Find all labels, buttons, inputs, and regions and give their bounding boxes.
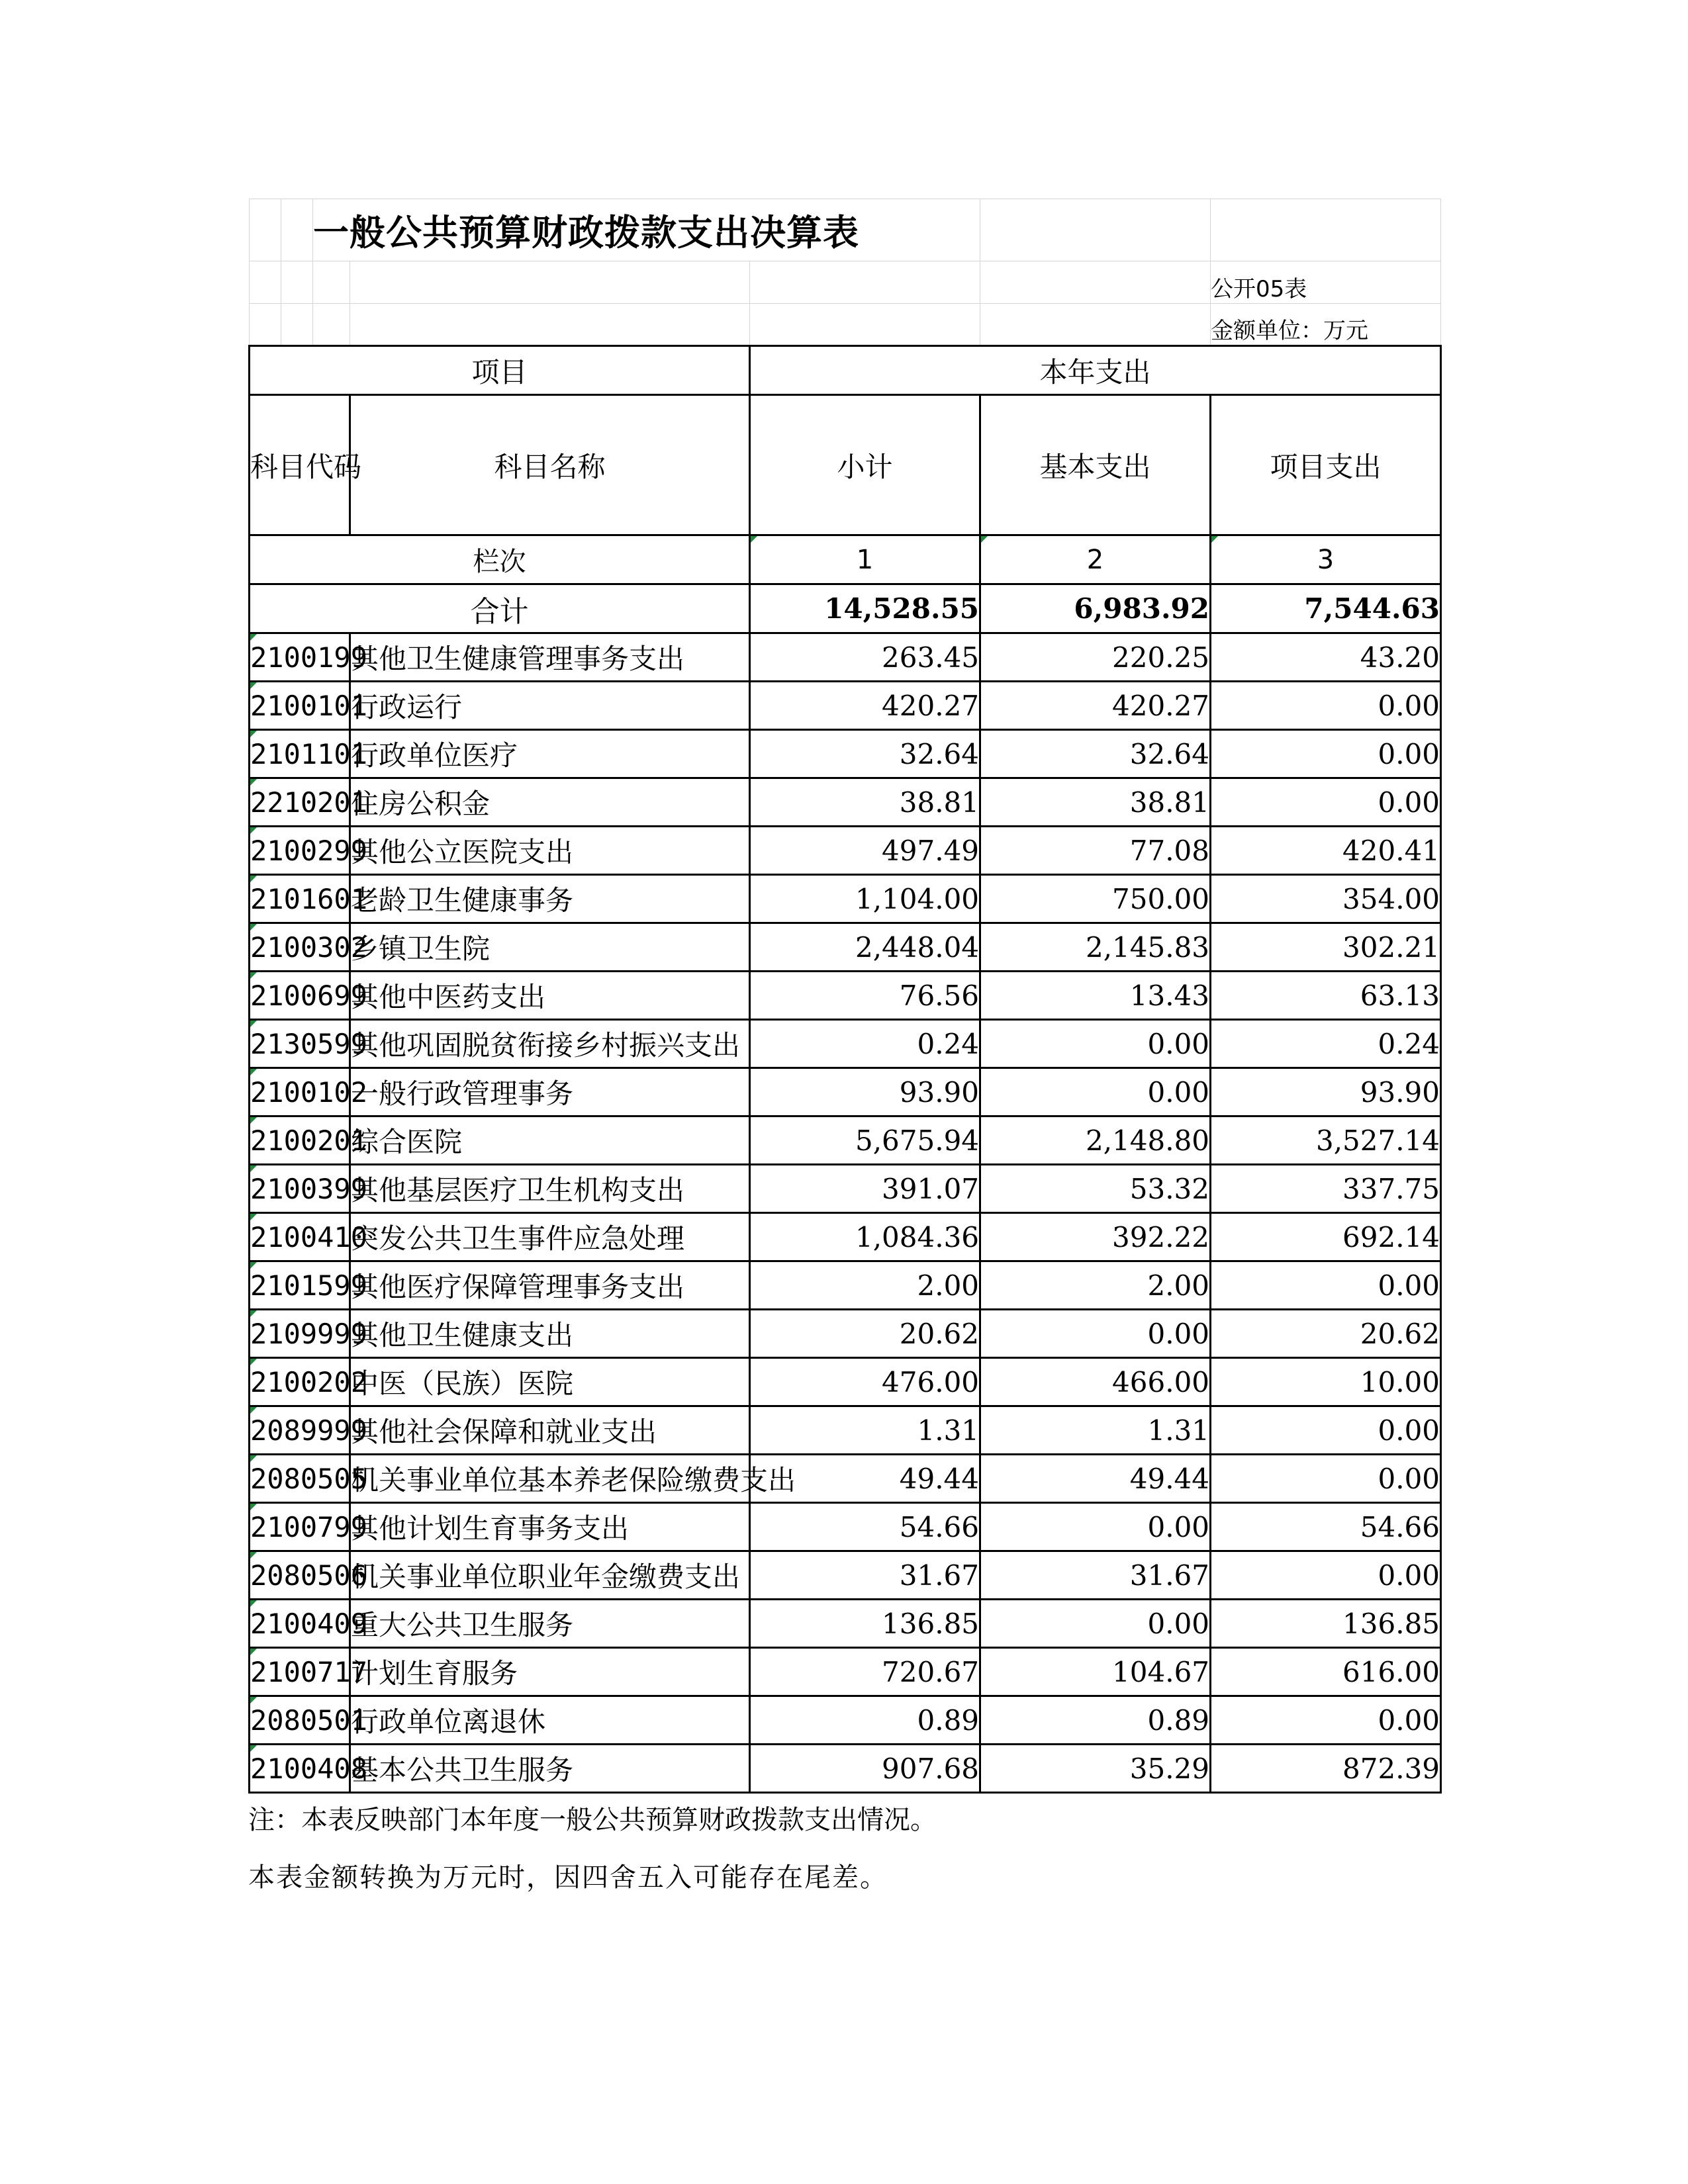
table-row: [250, 1213, 1441, 1261]
row-subtotal: 1,084.36: [750, 1213, 980, 1261]
table-row: [250, 1600, 1441, 1648]
row-code: 2100408: [250, 1745, 350, 1793]
row-project: 54.66: [1211, 1503, 1441, 1551]
header-basic: 基本支出: [980, 395, 1211, 535]
row-name: 中医（民族）医院: [350, 1358, 750, 1406]
header-project: 项目: [250, 346, 750, 395]
row-subtotal: 32.64: [750, 730, 980, 778]
table-row: [250, 1020, 1441, 1068]
header-subtotal: 小计: [750, 395, 980, 535]
row-name: 其他计划生育事务支出: [350, 1503, 750, 1551]
row-project: 0.00: [1211, 1551, 1441, 1600]
table-row: [250, 827, 1441, 875]
row-subtotal: 5,675.94: [750, 1116, 980, 1165]
row-subtotal: 1,104.00: [750, 875, 980, 923]
row-basic: 0.00: [980, 1310, 1211, 1358]
row-code: 2100102: [250, 1068, 350, 1116]
table-row: [250, 1406, 1441, 1455]
row-code: 2100799: [250, 1503, 350, 1551]
header-current-year: 本年支出: [750, 346, 1441, 395]
row-basic: 0.00: [980, 1020, 1211, 1068]
table-row: [250, 1068, 1441, 1116]
row-subtotal: 31.67: [750, 1551, 980, 1600]
row-subtotal: 420.27: [750, 682, 980, 730]
row-basic: 0.00: [980, 1600, 1211, 1648]
row-code: 2100699: [250, 972, 350, 1020]
table-row: [250, 1503, 1441, 1551]
row-basic: 392.22: [980, 1213, 1211, 1261]
expenditure-table: [248, 199, 1442, 1794]
row-subtotal: 497.49: [750, 827, 980, 875]
table-row: [250, 1261, 1441, 1310]
table-row: [250, 1310, 1441, 1358]
row-project: 0.24: [1211, 1020, 1441, 1068]
row-name: 机关事业单位职业年金缴费支出: [350, 1551, 750, 1600]
row-name: 行政单位离退休: [350, 1696, 750, 1745]
row-name: 一般行政管理事务: [350, 1068, 750, 1116]
column-number-2: 2: [980, 535, 1211, 584]
row-subtotal: 0.24: [750, 1020, 980, 1068]
row-code: 2101599: [250, 1261, 350, 1310]
row-name: 其他卫生健康支出: [350, 1310, 750, 1358]
row-basic: 420.27: [980, 682, 1211, 730]
header-column-index: 栏次: [250, 535, 750, 584]
header-code: 科目代码: [250, 395, 350, 535]
table-row: [250, 730, 1441, 778]
row-code: 2101101: [250, 730, 350, 778]
row-subtotal: 20.62: [750, 1310, 980, 1358]
header-name: 科目名称: [350, 395, 750, 535]
row-project: 93.90: [1211, 1068, 1441, 1116]
row-subtotal: 54.66: [750, 1503, 980, 1551]
row-project: 0.00: [1211, 1261, 1441, 1310]
row-name: 行政单位医疗: [350, 730, 750, 778]
row-name: 其他卫生健康管理事务支出: [350, 633, 750, 682]
table-row: [250, 778, 1441, 827]
row-code: 2080501: [250, 1696, 350, 1745]
table-row: [250, 1696, 1441, 1745]
row-name: 乡镇卫生院: [350, 923, 750, 972]
row-code: 2130599: [250, 1020, 350, 1068]
row-code: 2109999: [250, 1310, 350, 1358]
row-basic: 0.00: [980, 1503, 1211, 1551]
row-subtotal: 907.68: [750, 1745, 980, 1793]
row-code: 2089999: [250, 1406, 350, 1455]
row-basic: 38.81: [980, 778, 1211, 827]
table-row: [250, 682, 1441, 730]
row-project: 692.14: [1211, 1213, 1441, 1261]
row-subtotal: 476.00: [750, 1358, 980, 1406]
row-basic: 750.00: [980, 875, 1211, 923]
row-basic: 31.67: [980, 1551, 1211, 1600]
row-subtotal: 1.31: [750, 1406, 980, 1455]
row-project: 0.00: [1211, 1696, 1441, 1745]
table-row: [250, 972, 1441, 1020]
row-project: 3,527.14: [1211, 1116, 1441, 1165]
form-number: 公开05表: [1211, 261, 1441, 304]
row-name: 住房公积金: [350, 778, 750, 827]
row-subtotal: 49.44: [750, 1455, 980, 1503]
row-basic: 220.25: [980, 633, 1211, 682]
table-row: [250, 923, 1441, 972]
row-name: 其他医疗保障管理事务支出: [350, 1261, 750, 1310]
row-code: 2100101: [250, 682, 350, 730]
table-row: [250, 1165, 1441, 1213]
row-project: 20.62: [1211, 1310, 1441, 1358]
row-code: 2100299: [250, 827, 350, 875]
row-project: 0.00: [1211, 682, 1441, 730]
column-number-3: 3: [1211, 535, 1441, 584]
table-title: 一般公共预算财政拨款支出决算表: [313, 199, 980, 261]
row-name: 行政运行: [350, 682, 750, 730]
header-project-expense: 项目支出: [1211, 395, 1441, 535]
row-code: 2100399: [250, 1165, 350, 1213]
row-name: 其他巩固脱贫衔接乡村振兴支出: [350, 1020, 750, 1068]
row-code: 2100409: [250, 1600, 350, 1648]
row-project: 354.00: [1211, 875, 1441, 923]
row-project: 0.00: [1211, 1406, 1441, 1455]
row-project: 0.00: [1211, 778, 1441, 827]
row-basic: 466.00: [980, 1358, 1211, 1406]
row-basic: 13.43: [980, 972, 1211, 1020]
table-row: [250, 1116, 1441, 1165]
row-basic: 2,148.80: [980, 1116, 1211, 1165]
table-row: [250, 1745, 1441, 1793]
row-basic: 77.08: [980, 827, 1211, 875]
row-code: 2101601: [250, 875, 350, 923]
row-project: 872.39: [1211, 1745, 1441, 1793]
row-project: 337.75: [1211, 1165, 1441, 1213]
table-row: [250, 1358, 1441, 1406]
row-project: 0.00: [1211, 1455, 1441, 1503]
total-subtotal: 14,528.55: [750, 584, 980, 633]
row-subtotal: 76.56: [750, 972, 980, 1020]
row-subtotal: 93.90: [750, 1068, 980, 1116]
row-basic: 1.31: [980, 1406, 1211, 1455]
row-project: 43.20: [1211, 633, 1441, 682]
row-basic: 35.29: [980, 1745, 1211, 1793]
row-name: 其他中医药支出: [350, 972, 750, 1020]
row-code: 2100717: [250, 1648, 350, 1696]
row-code: 2100410: [250, 1213, 350, 1261]
row-project: 302.21: [1211, 923, 1441, 972]
row-subtotal: 0.89: [750, 1696, 980, 1745]
spreadsheet: [248, 199, 1440, 1894]
row-code: 2080506: [250, 1551, 350, 1600]
table-row: [250, 875, 1441, 923]
total-basic: 6,983.92: [980, 584, 1211, 633]
row-code: 2100201: [250, 1116, 350, 1165]
row-name: 重大公共卫生服务: [350, 1600, 750, 1648]
row-name: 突发公共卫生事件应急处理: [350, 1213, 750, 1261]
table-row: [250, 1648, 1441, 1696]
unit-label: 金额单位：万元: [1211, 304, 1441, 346]
table-row: [250, 633, 1441, 682]
row-code: 2100302: [250, 923, 350, 972]
row-project: 616.00: [1211, 1648, 1441, 1696]
row-subtotal: 2,448.04: [750, 923, 980, 972]
column-number-1: 1: [750, 535, 980, 584]
row-subtotal: 2.00: [750, 1261, 980, 1310]
row-project: 63.13: [1211, 972, 1441, 1020]
row-project: 420.41: [1211, 827, 1441, 875]
row-name: 基本公共卫生服务: [350, 1745, 750, 1793]
total-project: 7,544.63: [1211, 584, 1441, 633]
row-project: 136.85: [1211, 1600, 1441, 1648]
row-basic: 32.64: [980, 730, 1211, 778]
row-name: 老龄卫生健康事务: [350, 875, 750, 923]
rounding-footnote: 本表金额转换为万元时，因四舍五入可能存在尾差。: [248, 1862, 888, 1893]
row-basic: 104.67: [980, 1648, 1211, 1696]
row-code: 2210201: [250, 778, 350, 827]
table-row: [250, 1455, 1441, 1503]
row-subtotal: 391.07: [750, 1165, 980, 1213]
row-name: 机关事业单位基本养老保险缴费支出: [350, 1455, 750, 1503]
row-subtotal: 136.85: [750, 1600, 980, 1648]
row-code: 2100199: [250, 633, 350, 682]
total-label: 合计: [250, 584, 750, 633]
row-basic: 53.32: [980, 1165, 1211, 1213]
row-subtotal: 38.81: [750, 778, 980, 827]
row-subtotal: 263.45: [750, 633, 980, 682]
row-basic: 0.00: [980, 1068, 1211, 1116]
row-code: 2100202: [250, 1358, 350, 1406]
row-name: 其他社会保障和就业支出: [350, 1406, 750, 1455]
table-note: 注：本表反映部门本年度一般公共预算财政拨款支出情况。: [248, 1805, 937, 1835]
row-project: 0.00: [1211, 730, 1441, 778]
row-basic: 49.44: [980, 1455, 1211, 1503]
table-row: [250, 1551, 1441, 1600]
row-basic: 2,145.83: [980, 923, 1211, 972]
row-basic: 0.89: [980, 1696, 1211, 1745]
row-subtotal: 720.67: [750, 1648, 980, 1696]
row-project: 10.00: [1211, 1358, 1441, 1406]
row-basic: 2.00: [980, 1261, 1211, 1310]
row-name: 其他基层医疗卫生机构支出: [350, 1165, 750, 1213]
total-row: [250, 584, 1441, 633]
row-name: 综合医院: [350, 1116, 750, 1165]
row-code: 2080505: [250, 1455, 350, 1503]
row-name: 其他公立医院支出: [350, 827, 750, 875]
row-name: 计划生育服务: [350, 1648, 750, 1696]
